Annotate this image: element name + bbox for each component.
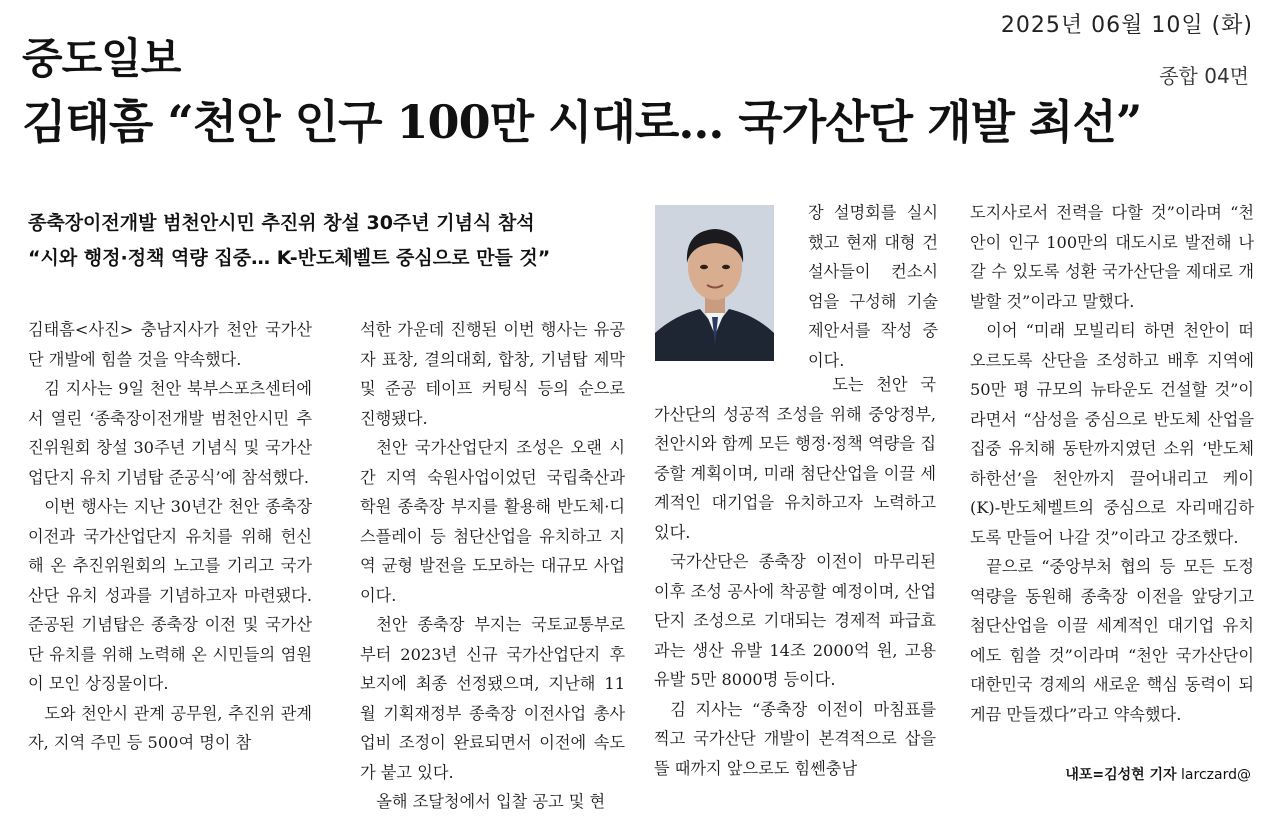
section-label: 종합 04면 xyxy=(1159,64,1249,88)
article-column-3-top xyxy=(808,198,938,375)
portrait-photo xyxy=(655,205,774,361)
paragraph: 김 지사는 9일 천안 북부스포츠센터에서 열린 ‘종축장이전개발 범천안시민 추진위원회 창설 30주년 기념식 및 국가산업단지 유치 기념탑 준공식’에 참석했다. xyxy=(28,379,312,487)
article-column-3 xyxy=(654,370,936,783)
headline: 김태흠 “천안 인구 100만 시대로… 국가산단 개발 최선” xyxy=(22,95,1142,149)
paragraph: 천안 국가산업단지 조성은 오랜 시간 지역 숙원사업이었던 국립축산과학원 종축장 부지를 활용해 반도체·디스플레이 등 첨단산업을 유치하고 지역 균형 발전을 도모하는 대규모 사업이다. xyxy=(360,438,625,605)
paragraph: 끝으로 “중앙부처 협의 등 모든 도정 역량을 동원해 종축장 이전을 앞당기고 첨단산업을 이끌 세계적인 대기업 유치에도 힘쓸 것”이라며 “천안 국가산단이 대한민국 경제의 새로운 핵심 동력이 되게끔 만들겠다”라고 약속했다. xyxy=(970,557,1254,724)
paragraph: 도와 천안시 관계 공무원, 추진위 관계자, 지역 주민 등 500여 명이 참 xyxy=(28,703,312,752)
article-column-2 xyxy=(360,315,625,817)
paragraph: 이어 “미래 모빌리티 하면 천안이 떠오르도록 산단을 조성하고 배후 지역에 50만 평 규모의 뉴타운도 건설할 것”이라면서 “삼성을 중심으로 반도체 산업을 집중 유치해 동탄까지였던 소위 ‘반도체 하한선’을 천안까지 끌어내리고 케이(K)-반도체벨트의 중심으로 자리매김하도록 만들어 나갈 것”이라고 강조했다. xyxy=(970,321,1254,547)
paragraph: 도지사로서 전력을 다할 것”이라며 “천안이 인구 100만의 대도시로 발전해 나갈 수 있도록 성환 국가산단을 제대로 개발할 것”이라고 말했다. xyxy=(970,203,1254,311)
article-column-4 xyxy=(970,198,1254,729)
publication-date: 2025년 06월 10일 (화) xyxy=(1000,13,1253,38)
reporter-email: larczard@ xyxy=(1181,767,1251,783)
newspaper-logo: 중도일보 xyxy=(22,34,181,83)
paragraph: 도는 천안 국가산단의 성공적 조성을 위해 중앙정부, 천안시와 함께 모든 행정·정책 역량을 집중할 계획이며, 미래 첨단산업을 이끌 세계적인 대기업을 유치하고자 노력하고 있다. xyxy=(654,375,936,542)
paragraph: 김태흠<사진> 충남지사가 천안 국가산단 개발에 힘쓸 것을 약속했다. xyxy=(28,320,312,369)
byline xyxy=(1065,764,1251,784)
paragraph: 천안 종축장 부지는 국토교통부로부터 2023년 신규 국가산업단지 후보지에 최종 선정됐으며, 지난해 11월 기획재정부 종축장 이전사업 총사업비 조정이 완료되면서 이전에 속도가 붙고 있다. xyxy=(360,615,625,782)
portrait-icon xyxy=(655,205,774,361)
subhead-2: “시와 행정·정책 역량 집중… K-반도체벨트 중심으로 만들 것” xyxy=(28,247,551,269)
reporter-name: 내포=김성현 기자 xyxy=(1065,767,1177,783)
paragraph: 김 지사는 “종축장 이전이 마침표를 찍고 국가산단 개발이 본격적으로 삽을 뜰 때까지 앞으로도 힘쎈충남 xyxy=(654,699,936,778)
paragraph: 석한 가운데 진행된 이번 행사는 유공자 표창, 결의대회, 합창, 기념탑 제막 및 준공 테이프 커팅식 등의 순으로 진행됐다. xyxy=(360,320,625,428)
paragraph: 장 설명회를 실시했고 현재 대형 건설사들이 컨소시엄을 구성해 기술 제안서를 작성 중이다. xyxy=(808,203,938,370)
subhead-1: 종축장이전개발 범천안시민 추진위 창설 30주년 기념식 참석 xyxy=(28,212,535,234)
paragraph: 올해 조달청에서 입찰 공고 및 현 xyxy=(376,792,606,811)
article-column-1 xyxy=(28,315,312,758)
paragraph: 이번 행사는 지난 30년간 천안 종축장 이전과 국가산업단지 유치를 위해 헌신해 온 추진위원회의 노고를 기리고 국가산단 유치 성과를 기념하고자 마련됐다. 준공된 기념탑은 종축장 이전 및 국가산단 유치를 위해 노력해 온 시민들의 염원이 모인 상징물이다. xyxy=(28,497,312,693)
paragraph: 국가산단은 종축장 이전이 마무리된 이후 조성 공사에 착공할 예정이며, 산업단지 조성으로 기대되는 경제적 파급효과는 생산 유발 14조 2000억 원, 고용 유발 5만 8000명 등이다. xyxy=(654,552,936,689)
